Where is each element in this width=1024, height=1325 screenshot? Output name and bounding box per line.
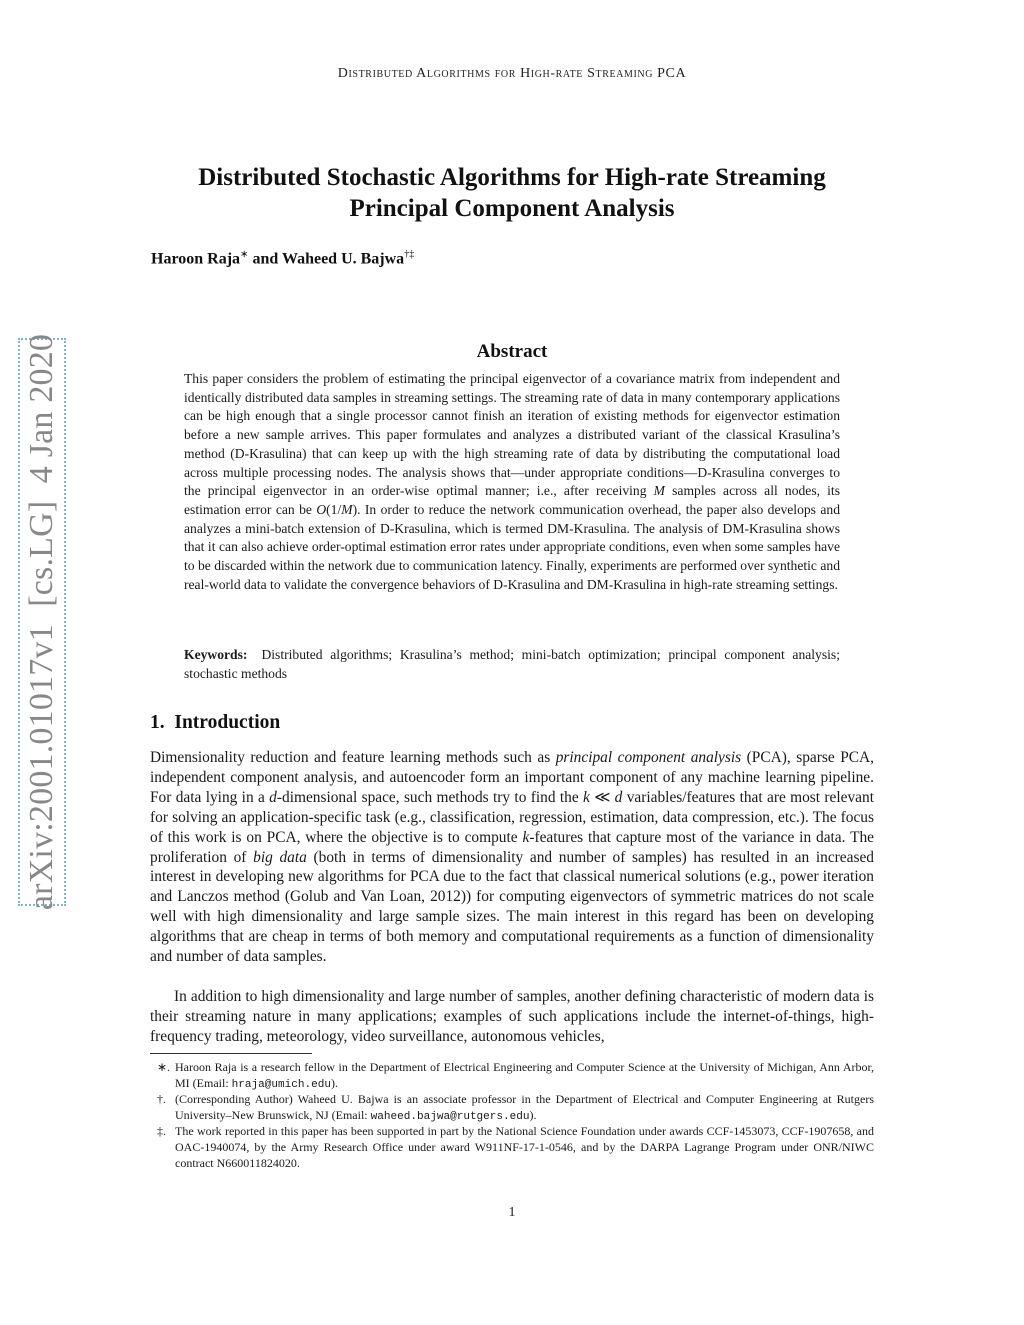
text-run: (Corresponding Author) Waheed U. Bajwa is an associate professor in the Department of Electrical and Computer Engineering at Rutgers University–New Brunswick, NJ (Email: [175,1092,874,1123]
footnote-text [175,1123,874,1172]
page-number: 1 [508,1205,516,1220]
footnote [150,1123,874,1172]
abstract-text: samples across all nodes, its estimation error can be [184,483,840,517]
text-run: Dimensionality reduction and feature learning methods such as [150,749,556,766]
math-paren: (1/ [326,501,342,517]
math-O: O [316,501,327,517]
text-run: -dimensional space, such methods try to find the [276,788,584,806]
author-name: Waheed U. Bajwa [281,250,405,268]
author-name: Haroon Raja [151,250,241,268]
author-list [151,249,414,268]
footnote-text [175,1059,874,1093]
footnote-mark: †. [157,1092,166,1106]
emphasis: principal component analysis [555,749,742,766]
footnote-mark: ‡. [157,1124,166,1138]
text-run: variables/features that are most relevant for solving an application-specific task (e.g., classification, regression, estimation, data compression, etc.). The focus of this work is on PCA, where the objective is to compute [150,788,874,846]
footnote-mark: ∗. [157,1060,171,1074]
email-address: hraja@umich.edu [231,1079,331,1092]
author-footnote-mark: ∗ [240,249,249,260]
section-heading: 1. Introduction [150,712,281,733]
running-head: Distributed Algorithms for High-rate Streaming PCA [337,66,687,81]
text-run: ). [529,1108,537,1123]
text-run: The work reported in this paper has been supported in part by the National Science Foundation under awards CCF-1453073, CCF-1907658, and OAC-1940074, by the Army Research Office under award W911NF-17-1-0546, and by the DARPA Lagrange Program under ONR/NIWC contract N660011824020. [175,1124,874,1171]
author-joiner: and [248,250,282,268]
math-ll: ≪ [589,788,615,806]
keywords-label: Keywords: [184,647,248,662]
author-footnote-mark: †‡ [404,249,415,260]
paper-title [120,162,904,224]
text-run: -features that capture most of the variance in data. The proliferation of [150,828,874,866]
math-k: k [583,788,590,806]
title-line-2: Principal Component Analysis [349,195,675,222]
footnote [150,1059,874,1093]
math-d: d [269,788,277,806]
keywords-text: Distributed algorithms; Krasulina’s method; mini-batch optimization; principal component analysis; stochastic methods [184,647,840,681]
math-M: M [341,501,353,517]
emphasis: big data [253,848,307,866]
text-run: Haroon Raja is a research fellow in the Department of Electrical Engineering and Computer Science at the University of Michigan, Ann Arbor, MI (Email: [175,1060,874,1091]
body-paragraph [150,748,874,967]
title-line-1: Distributed Stochastic Algorithms for High-rate Streaming [198,164,826,191]
abstract-text: . In order to reduce the network communication overhead, the paper also develops and analyzes a mini-batch extension of D-Krasulina, which is termed DM-Krasulina. The analysis of DM-Krasulina shows that it can also achieve order-optimal estimation error rates under appropriate conditions, even when some samples have to be discarded within the network due to communication latency. Finally, experiments are performed over synthetic and real-world data to validate the convergence behaviors of D-Krasulina and DM-Krasulina in high-rate streaming settings. [184,501,840,592]
math-paren: ) [352,501,358,517]
footnote [150,1091,874,1125]
arxiv-stamp-text: arXiv:2001.01017v1 [cs.LG] 4 Jan 2020 [23,333,60,911]
math-d: d [614,788,623,806]
text-run: (both in terms of dimensionality and number of samples) has resulted in an increased interest in developing new algorithms for PCA due to the fact that classical numerical solutions (e.g., power iteration and Lanczos method (Golub and Van Loan, 2012)) for computing eigenvectors of symmetric matrices do not scale well with high dimensionality and large sample sizes. The main interest in this regard has been on developing algorithms that are cheap in terms of both memory and computational requirements as a function of dimensionality and number of data samples. [150,848,874,966]
math-k: k [522,828,530,846]
keywords [184,646,840,683]
math-M: M [653,483,665,499]
abstract-text: This paper considers the problem of estimating the principal eigenvector of a covariance matrix from independent and identically distributed data samples in streaming settings. The streaming rate of data in many contemporary applications can be high enough that a single processor cannot finish an iteration of existing methods for eigenvector estimation before a new sample arrives. This paper formulates and analyzes a distributed variant of the classical Krasulina’s method (D-Krasulina) that can keep up with the high streaming rate of data by distributing the computational load across multiple processing nodes. The analysis shows that—under appropriate conditions—D-Krasulina converges to the principal eigenvector in an order-wise optimal manner; i.e., after receiving [184,371,840,499]
text-run: ). [330,1076,338,1091]
arxiv-stamp [18,333,66,911]
abstract-heading: Abstract [476,341,548,362]
email-address: waheed.bajwa@rutgers.edu [370,1111,530,1124]
abstract-body [184,370,840,594]
text-run: (PCA), sparse PCA, independent component analysis, and autoencoder form an important component of any machine learning pipeline. For data lying in a [150,749,874,806]
footnote-divider [150,1053,312,1054]
footnote-text [175,1091,874,1125]
body-paragraph: In addition to high dimensionality and large number of samples, another defining characteristic of modern data is their streaming nature in many applications; examples of such applications include the internet-of-things, high-frequency trading, meteorology, video surveillance, autonomous vehicles, [150,988,874,1045]
